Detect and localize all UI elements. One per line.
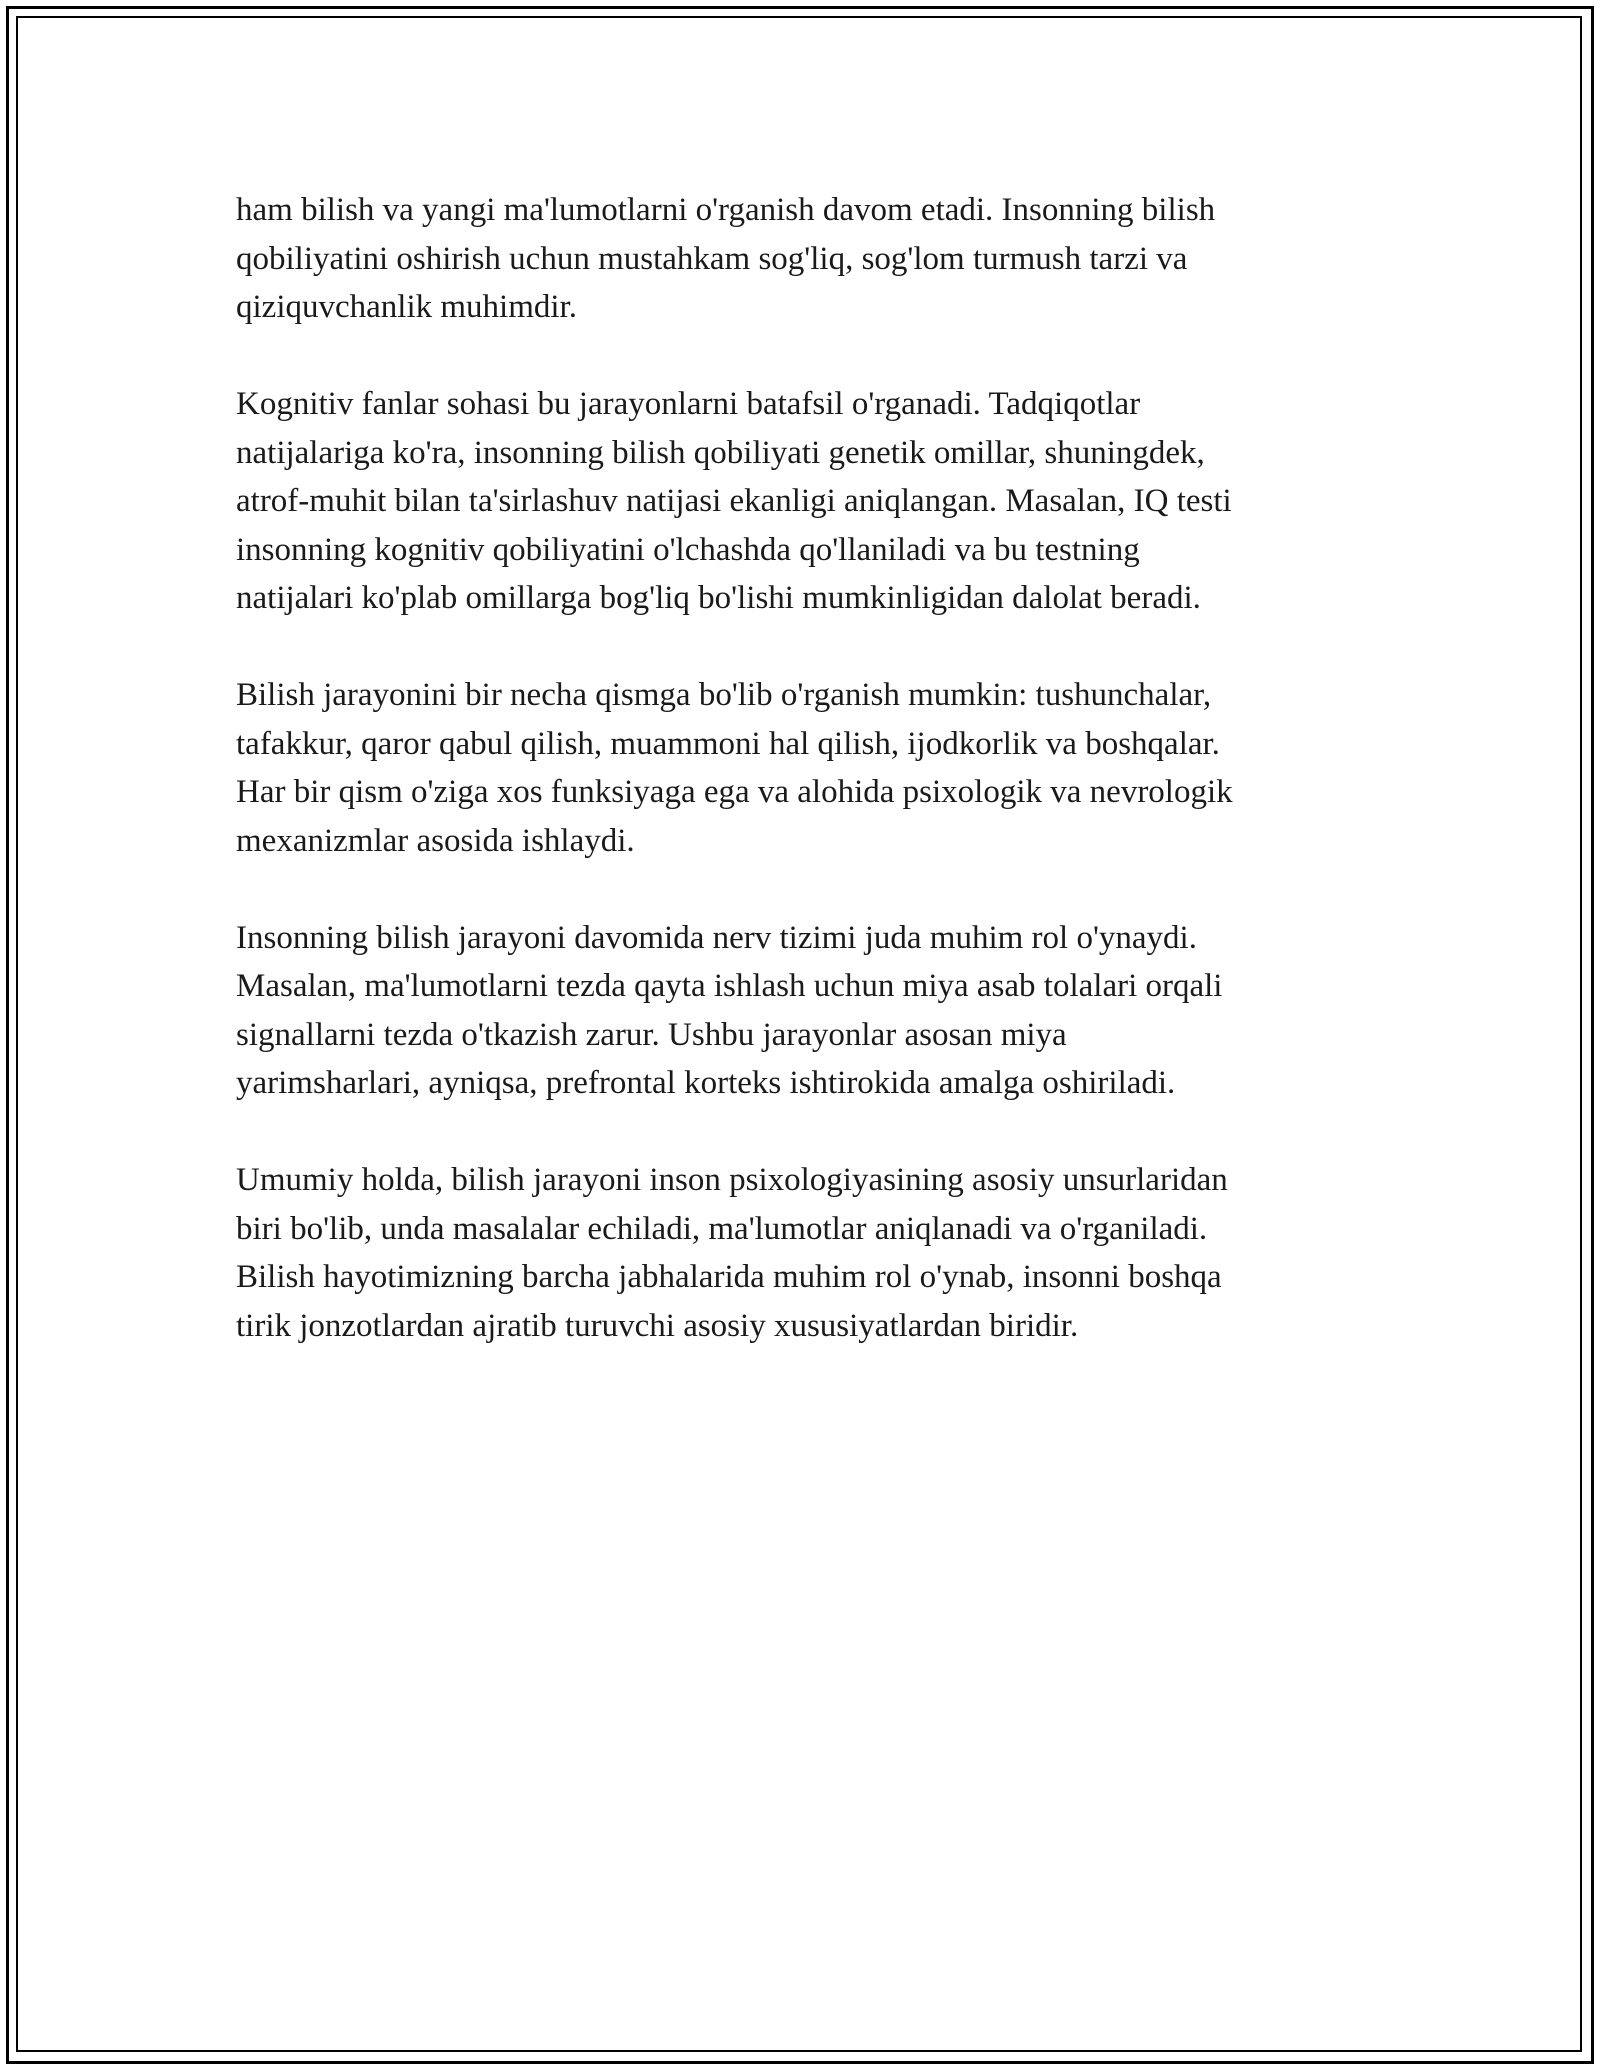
paragraph-5 bbox=[236, 1156, 1396, 1350]
text-line: Masalan, ma'lumotlarni tezda qayta ishlash uchun miya asab tolalari orqali bbox=[236, 968, 1223, 1004]
text-line: Insonning bilish jarayoni davomida nerv tizimi juda muhim rol o'ynaydi. bbox=[236, 919, 1197, 956]
text-line: Bilish hayotimizning barcha jabhalarida muhim rol o'ynab, insonni boshqa bbox=[236, 1259, 1222, 1295]
text-line: qobiliyatini oshirish uchun mustahkam sog'liq, sog'lom turmush tarzi va bbox=[236, 240, 1188, 277]
text-line: Bilish jarayonini bir necha qismga bo'lib o'rganish mumkin: tushunchalar, bbox=[236, 677, 1212, 713]
document-body bbox=[236, 186, 1396, 1399]
text-line: Har bir qism o'ziga xos funksiyaga ega va alohida psixologik va nevrologik bbox=[236, 774, 1233, 810]
text-line: Umumiy holda, bilish jarayoni inson psixologiyasining asosiy unsurlaridan bbox=[236, 1162, 1228, 1198]
paragraph-3 bbox=[236, 671, 1396, 865]
text-line: tafakkur, qaror qabul qilish, muammoni hal qilish, ijodkorlik va boshqalar. bbox=[236, 725, 1220, 762]
text-line: qiziquvchanlik muhimdir. bbox=[236, 289, 577, 325]
paragraph-4 bbox=[236, 914, 1396, 1108]
text-line: insonning kognitiv qobiliyatini o'lchashda qo'llaniladi va bu testning bbox=[236, 531, 1140, 568]
text-line: tirik jonzotlardan ajratib turuvchi asosiy xususiyatlardan biridir. bbox=[236, 1307, 1079, 1344]
text-line: signallarni tezda o'tkazish zarur. Ushbu jarayonlar asosan miya bbox=[236, 1016, 1067, 1053]
paragraph-1 bbox=[236, 186, 1396, 332]
paragraph-2 bbox=[236, 380, 1396, 623]
text-line: natijalari ko'plab omillarga bog'liq bo'lishi mumkinligidan dalolat beradi. bbox=[236, 580, 1201, 616]
text-line: Kognitiv fanlar sohasi bu jarayonlarni batafsil o'rganadi. Tadqiqotlar bbox=[236, 386, 1141, 422]
text-line: biri bo'lib, unda masalalar echiladi, ma'lumotlar aniqlanadi va o'rganiladi. bbox=[236, 1210, 1208, 1247]
text-line: yarimsharlari, ayniqsa, prefrontal korteks ishtirokida amalga oshiriladi. bbox=[236, 1065, 1176, 1101]
text-line: natijalariga ko'ra, insonning bilish qobiliyati genetik omillar, shuningdek, bbox=[236, 434, 1205, 471]
text-line: ham bilish va yangi ma'lumotlarni o'rganish davom etadi. Insonning bilish bbox=[236, 192, 1216, 228]
text-line: mexanizmlar asosida ishlaydi. bbox=[236, 822, 635, 859]
text-line: atrof-muhit bilan ta'sirlashuv natijasi ekanligi aniqlangan. Masalan, IQ testi bbox=[236, 483, 1232, 519]
